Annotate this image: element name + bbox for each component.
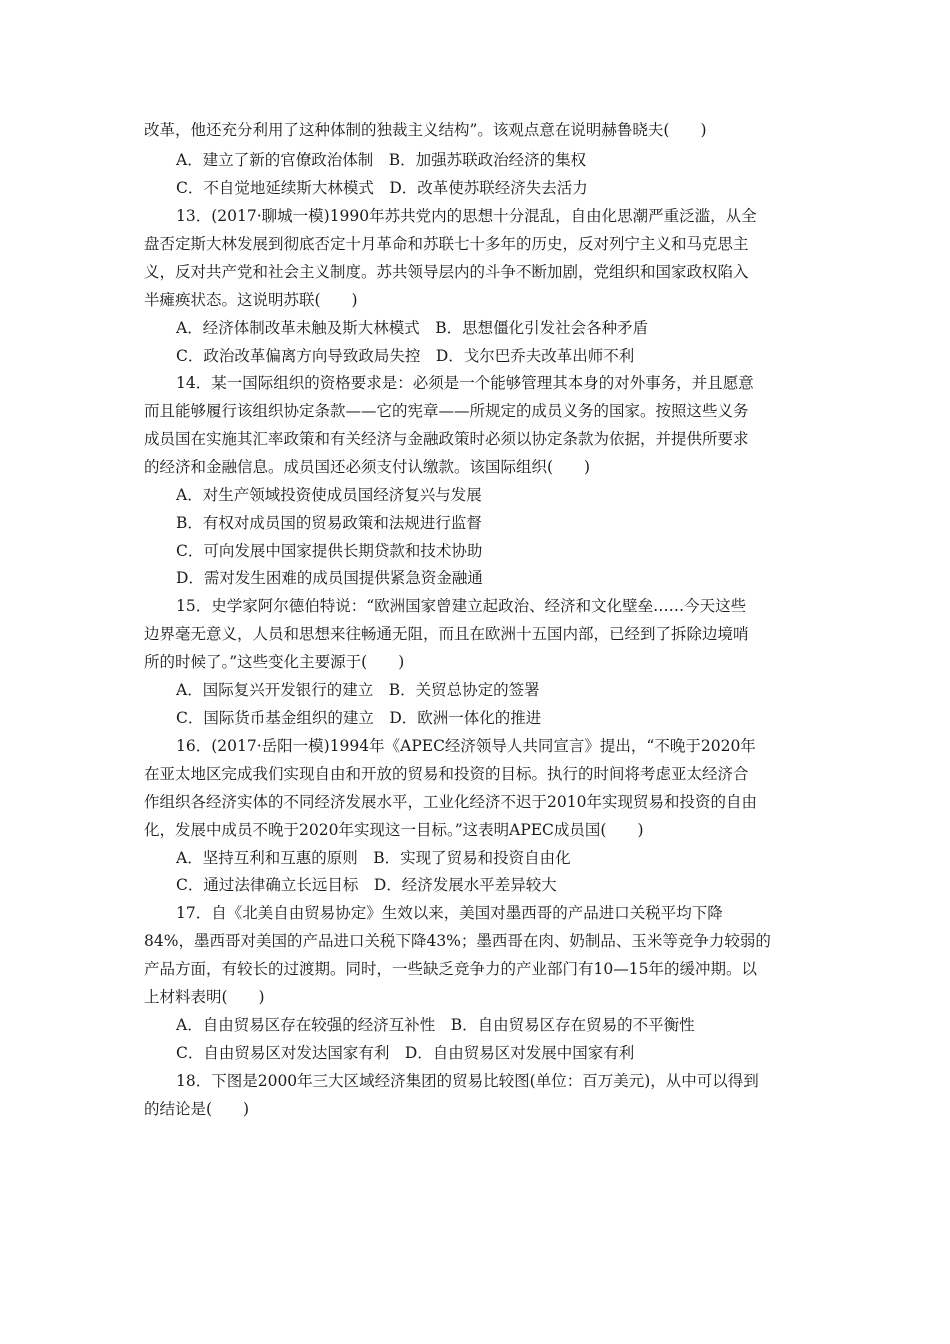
option-line: A．经济体制改革未触及斯大林模式 B．思想僵化引发社会各种矛盾 [176,319,649,337]
text-line: 作组织各经济实体的不同经济发展水平，工业化经济不迟于2010年实现贸易和投资的自由 [144,793,757,811]
option-line: A．对生产领域投资使成员国经济复兴与发展 [176,486,482,504]
text-line: 改革，他还充分利用了这种体制的独裁主义结构”。该观点意在说明赫鲁晓夫( ) [144,121,707,139]
text-line: 盘否定斯大林发展到彻底否定十月革命和苏联七十多年的历史，反对列宁主义和马克思主 [144,235,749,253]
option-line: C．可向发展中国家提供长期贷款和技术协助 [176,542,483,560]
question-18: 18．下图是2000年三大区域经济集团的贸易比较图(单位：百万美元)，从中可以得到 [176,1072,759,1090]
text-line: 的结论是( ) [144,1100,250,1118]
question-13: 13．(2017·聊城一模)1990年苏共党内的思想十分混乱，自由化思潮严重泛滥，从全 [176,207,757,225]
option-line: B．有权对成员国的贸易政策和法规进行监督 [176,514,482,532]
text-line: 化，发展中成员不晚于2020年实现这一目标。”这表明APEC成员国( ) [144,821,644,839]
option-line: C．自由贸易区对发达国家有利 D．自由贸易区对发展中国家有利 [176,1044,635,1062]
option-line: C．国际货币基金组织的建立 D．欧洲一体化的推进 [176,709,542,727]
text-line: 边界毫无意义，人员和思想来往畅通无阻，而且在欧洲十五国内部，已经到了拆除边境哨 [144,625,749,643]
option-line: C．通过法律确立长远目标 D．经济发展水平差异较大 [176,876,557,894]
text-line: 产品方面，有较长的过渡期。同时，一些缺乏竞争力的产业部门有10—15年的缓冲期。以 [144,960,757,978]
text-line: 半瘫痪状态。这说明苏联( ) [144,291,358,309]
question-14: 14．某一国际组织的资格要求是：必须是一个能够管理其本身的对外事务，并且愿意 [176,374,754,392]
option-line: D．需对发生困难的成员国提供紧急资金融通 [176,569,483,587]
option-line: A．自由贸易区存在较强的经济互补性 B．自由贸易区存在贸易的不平衡性 [176,1016,695,1034]
option-line: A．建立了新的官僚政治体制 B．加强苏联政治经济的集权 [176,151,587,169]
question-17: 17．自《北美自由贸易协定》生效以来，美国对墨西哥的产品进口关税平均下降 [176,904,723,922]
text-line: 84%，墨西哥对美国的产品进口关税下降43%；墨西哥在肉、奶制品、玉米等竞争力较弱的 [144,932,771,950]
text-line: 的经济和金融信息。成员国还必须支付认缴款。该国际组织( ) [144,458,591,476]
text-line: 在亚太地区完成我们实现自由和开放的贸易和投资的目标。执行的时间将考虑亚太经济合 [144,765,749,783]
text-line: 而且能够履行该组织协定条款——它的宪章——所规定的成员义务的国家。按照这些义务 [144,402,749,420]
text-line: 成员国在实施其汇率政策和有关经济与金融政策时必须以协定条款为依据，并提供所要求 [144,430,749,448]
option-line: C．政治改革偏离方向导致政局失控 D．戈尔巴乔夫改革出师不利 [176,347,635,365]
text-line: 义，反对共产党和社会主义制度。苏共领导层内的斗争不断加剧，党组织和国家政权陷入 [144,263,749,281]
option-line: A．国际复兴开发银行的建立 B．关贸总协定的签署 [176,681,540,699]
question-15: 15．史学家阿尔德伯特说：“欧洲国家曾建立起政治、经济和文化壁垒……今天这些 [176,597,747,615]
option-line: C．不自觉地延续斯大林模式 D．改革使苏联经济失去活力 [176,179,588,197]
option-line: A．坚持互利和互惠的原则 B．实现了贸易和投资自由化 [176,849,571,867]
text-line: 上材料表明( ) [144,988,265,1006]
question-16: 16．(2017·岳阳一模)1994年《APEC经济领导人共同宣言》提出，“不晚于2020年 [176,737,756,755]
text-line: 所的时候了。”这些变化主要源于( ) [144,653,405,671]
